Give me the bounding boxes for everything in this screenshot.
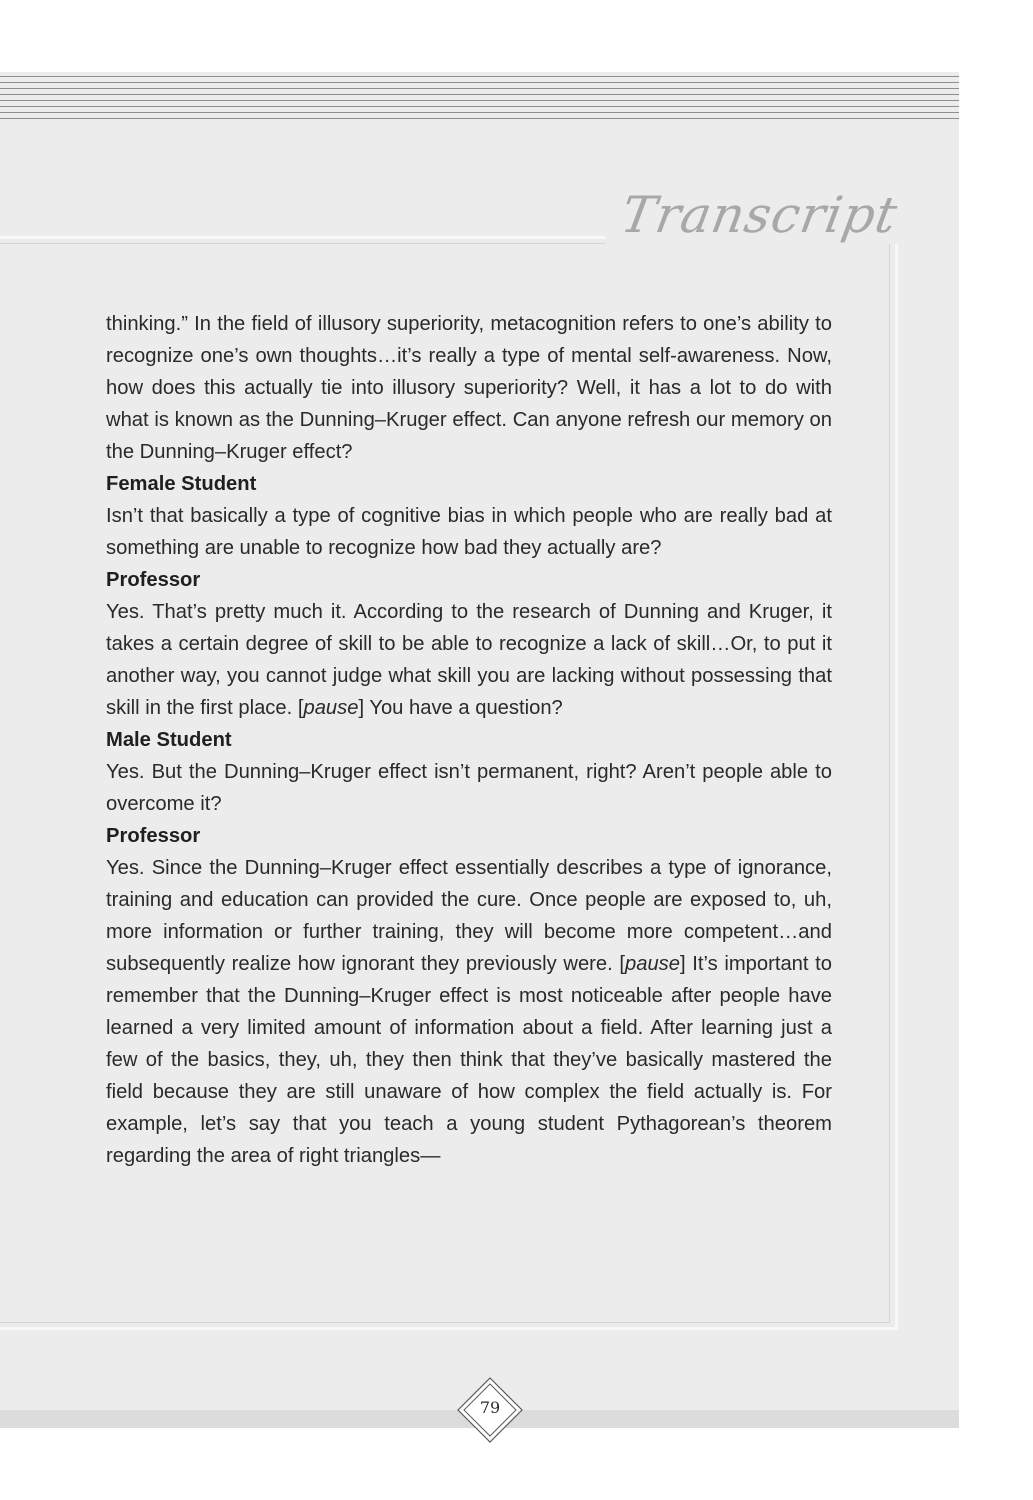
text-segment: Yes. Since the Dunning–Kruger effect essentially describes a type of ignorance, training and education can provided the cure. Once people are exposed to, uh, more information or further training, they will become more competent…and subsequently realize how ignorant they previously were. [ (106, 857, 832, 975)
speaker-text (106, 852, 832, 1172)
speaker-text (106, 596, 832, 724)
header-rule-lines (0, 72, 959, 124)
speaker-label: Professor (106, 825, 201, 847)
speaker-label: Female Student (106, 473, 257, 495)
intro-paragraph: thinking.” In the field of illusory superiority, metacognition refers to one’s ability to recognize one’s own thoughts…it’s really a type of mental self-awareness. Now, how does this actually tie into illusory superiority? Well, it has a lot to do with what is known as the Dunning–Kruger effect. Can anyone refresh our memory on the Dunning–Kruger effect? (106, 313, 832, 463)
text-segment: ] It’s important to remember that the Dunning–Kruger effect is most noticeable after people have learned a very limited amount of information about a field. After learning just a few of the basics, they, uh, they then think that they’ve basically mastered the field because they are still unaware of how complex the field actually is. For example, let’s say that you teach a young student Pythagorean’s theorem regarding the area of right triangles— (106, 953, 832, 1167)
transcript-body (106, 308, 832, 1172)
speaker-label: Male Student (106, 729, 232, 751)
page-number: 79 (479, 1398, 501, 1417)
speaker-text: Isn’t that basically a type of cognitive bias in which people who are really bad at something are unable to recognize how bad they actually are? (106, 505, 832, 559)
text-segment: Yes. That’s pretty much it. According to the research of Dunning and Kruger, it takes a certain degree of skill to be able to recognize a lack of skill…Or, to put it another way, you cannot judge what skill you are lacking without possessing that skill in the first place. [ (106, 601, 832, 719)
speaker-label: Professor (106, 569, 201, 591)
text-segment: ] You have a question? (358, 697, 563, 719)
section-title: Transcript (605, 186, 910, 244)
stage-direction: pause (303, 697, 359, 719)
stage-direction: pause (625, 953, 681, 975)
speaker-text: Yes. But the Dunning–Kruger effect isn’t permanent, right? Aren’t people able to overcome it? (106, 761, 832, 815)
